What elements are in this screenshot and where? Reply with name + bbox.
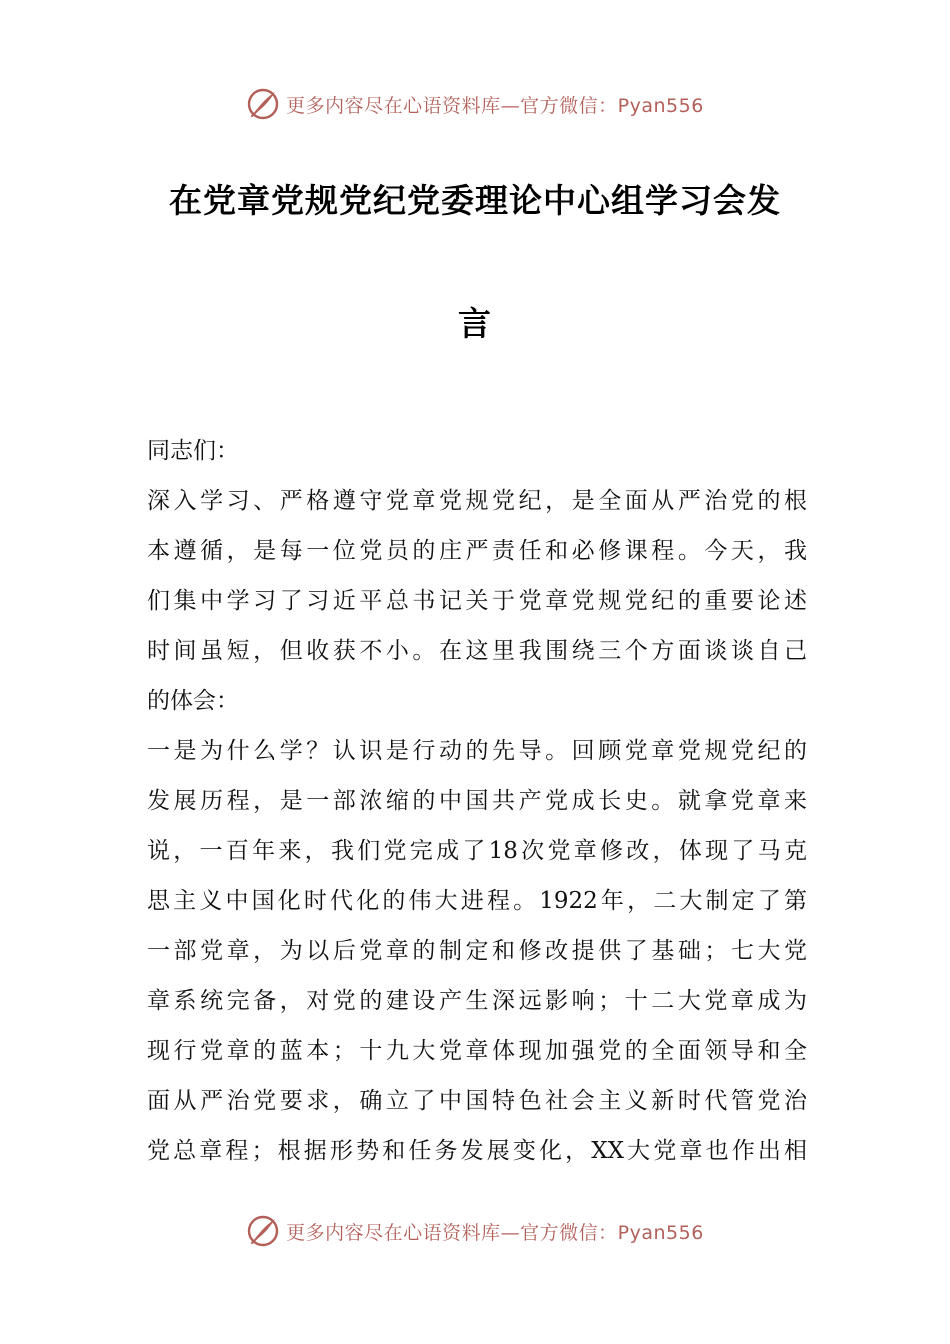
- footer-watermark: [0, 1211, 950, 1251]
- body-line: 一部党章，为以后党章的制定和修改提供了基础；七大党: [147, 938, 807, 964]
- body-line: 面从严治党要求，确立了中国特色社会主义新时代管党治: [147, 1088, 807, 1114]
- watermark-text: 更多内容尽在心语资料库—官方微信：Pyan556: [286, 1221, 704, 1244]
- document-body: [147, 426, 807, 1176]
- header-watermark: [0, 84, 950, 124]
- body-line: 时间虽短，但收获不小。在这里我围绕三个方面谈谈自己: [147, 638, 807, 664]
- body-line: 现行党章的蓝本；十九大党章体现加强党的全面领导和全: [147, 1038, 807, 1064]
- body-line: 的体会：: [147, 688, 239, 714]
- body-line: 思主义中国化时代化的伟大进程。1922年，二大制定了第: [147, 888, 807, 914]
- body-line: 章系统完备，对党的建设产生深远影响；十二大党章成为: [147, 988, 807, 1014]
- document-title-line-2: 言: [458, 304, 492, 343]
- quill-logo-icon: [246, 87, 280, 121]
- watermark-text: 更多内容尽在心语资料库—官方微信：Pyan556: [286, 94, 704, 117]
- quill-logo-icon: [246, 1214, 280, 1248]
- body-line: 深入学习、严格遵守党章党规党纪，是全面从严治党的根: [147, 488, 807, 514]
- wechat-id: Pyan556: [617, 94, 704, 117]
- body-line: 党总章程；根据形势和任务发展变化，XX大党章也作出相: [147, 1138, 807, 1164]
- body-line: 同志们：: [147, 438, 239, 464]
- body-line: 发展历程，是一部浓缩的中国共产党成长史。就拿党章来: [147, 788, 807, 814]
- body-line: 说，一百年来，我们党完成了18次党章修改，体现了马克: [147, 838, 807, 864]
- wechat-id: Pyan556: [617, 1221, 704, 1244]
- body-line: 们集中学习了习近平总书记关于党章党规党纪的重要论述: [147, 588, 807, 614]
- document-title-line-1: 在党章党规党纪党委理论中心组学习会发: [169, 181, 781, 220]
- body-line: 本遵循，是每一位党员的庄严责任和必修课程。今天，我: [147, 538, 807, 564]
- body-line: 一是为什么学？认识是行动的先导。回顾党章党规党纪的: [147, 738, 807, 764]
